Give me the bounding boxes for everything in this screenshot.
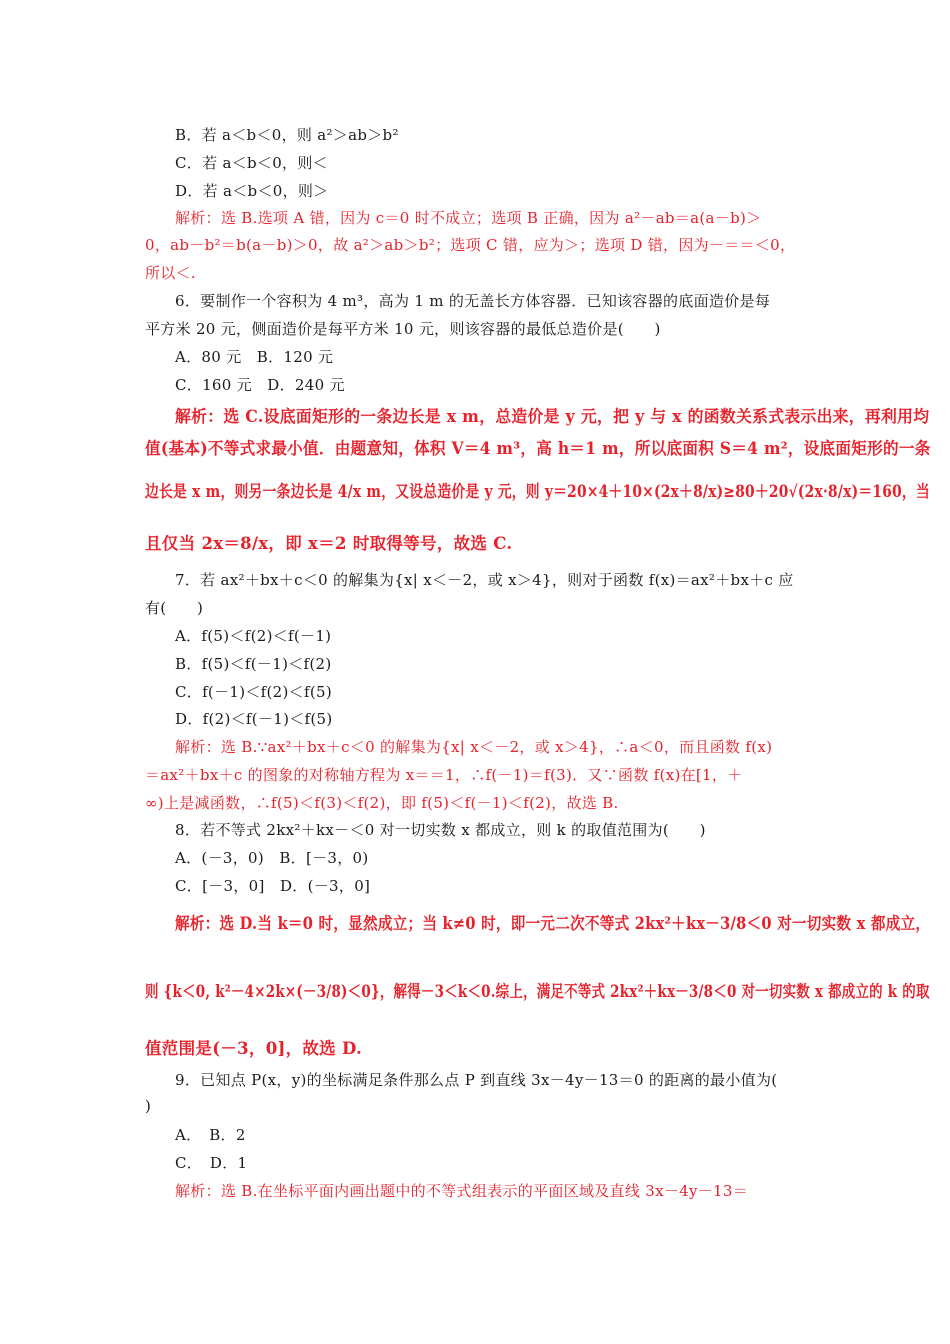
options-q6-ab: A．80 元 B．120 元 [175,348,334,366]
question-7-line1: 7．若 ax²＋bx＋c＜0 的解集为{x| x＜－2，或 x＞4}，则对于函数 f(x)＝ax²＋bx＋c 应 [175,571,794,589]
options-q9-ab: A． B．2 [175,1126,246,1144]
option-b-q7: B．f(5)＜f(－1)＜f(2) [175,655,332,673]
solution-q7-line2: ＝ax²＋bx＋c 的图象的对称轴方程为 x＝＝1，∴f(－1)＝f(3)．又∵函数 f(x)在[1，＋ [145,766,743,784]
option-d-q5: D．若 a＜b＜0，则＞ [175,182,329,200]
option-a-q7: A．f(5)＜f(2)＜f(－1) [175,627,332,645]
solution-q8-line1: 解析：选 D.当 k＝0 时，显然成立；当 k≠0 时，即一元二次不等式 2kx²＋kx－3/8＜0 对一切实数 x 都成立， [175,914,931,933]
solution-q9-line1: 解析：选 B.在坐标平面内画出题中的不等式组表示的平面区域及直线 3x－4y－13＝ [175,1182,749,1200]
solution-q7-line3: ∞)上是减函数，∴f(5)＜f(3)＜f(2)，即 f(5)＜f(－1)＜f(2)，故选 B. [145,794,619,812]
solution-q5-line3: 所以＜. [145,264,196,282]
option-c-q5: C．若 a＜b＜0，则＜ [175,154,328,172]
solution-q7-line1: 解析：选 B.∵ax²＋bx＋c＜0 的解集为{x| x＜－2，或 x＞4}，∴a＜0，而且函数 f(x) [175,738,773,756]
option-c-q7: C．f(－1)＜f(2)＜f(5) [175,683,332,701]
question-6-line1: 6．要制作一个容积为 4 m³，高为 1 m 的无盖长方体容器．已知该容器的底面造价是每 [175,292,771,310]
option-d-q7: D．f(2)＜f(－1)＜f(5) [175,710,333,728]
options-q9-cd: C． D．1 [175,1154,248,1172]
solution-q5-line1: 解析：选 B.选项 A 错，因为 c＝0 时不成立；选项 B 正确，因为 a²－ab＝a(a－b)＞ [175,209,762,227]
question-9-line1: 9．已知点 P(x，y)的坐标满足条件那么点 P 到直线 3x－4y－13＝0 的距离的最小值为( [175,1071,778,1089]
question-6-line2: 平方米 20 元，侧面造价是每平方米 10 元，则该容器的最低总造价是( ) [145,320,661,338]
question-7-line2: 有( ) [145,599,204,617]
solution-q6-line2: 值(基本)不等式求最小值．由题意知，体积 V＝4 m³，高 h＝1 m，所以底面积 S＝4 m²，设底面矩形的一条 [145,439,931,458]
question-8: 8．若不等式 2kx²＋kx－＜0 对一切实数 x 都成立，则 k 的取值范围为( ) [175,821,706,839]
solution-q8-line3: 值范围是(－3，0]，故选 D. [145,1039,363,1058]
solution-q8-line2: 则 {k＜0, k²－4×2k×(－3/8)＜0}，解得－3＜k＜0.综上，满足不等式 2kx²＋kx－3/8＜0 对一切实数 x 都成立的 k 的取 [145,982,930,1001]
option-b-q5: B．若 a＜b＜0，则 a²＞ab＞b² [175,126,399,144]
solution-q6-line4: 且仅当 2x＝8/x，即 x＝2 时取得等号，故选 C. [145,534,513,553]
solution-q6-line1: 解析：选 C.设底面矩形的一条边长是 x m，总造价是 y 元，把 y 与 x 的函数关系式表示出来，再利用均 [175,407,930,426]
solution-q5-line2: 0，ab－b²＝b(a－b)＞0，故 a²＞ab＞b²；选项 C 错，应为＞；选项 D 错，因为－＝＝＜0， [145,236,796,254]
options-q6-cd: C．160 元 D．240 元 [175,376,345,394]
options-q8-cd: C．[－3，0] D．(－3，0] [175,877,371,895]
solution-q6-line3: 边长是 x m，则另一条边长是 4/x m，又设总造价是 y 元，则 y＝20×4＋10×(2x＋8/x)≥80＋20√(2x·8/x)＝160，当 [145,482,930,501]
question-9-line2: ) [145,1097,152,1115]
options-q8-ab: A．(－3，0) B．[－3，0) [175,849,369,867]
